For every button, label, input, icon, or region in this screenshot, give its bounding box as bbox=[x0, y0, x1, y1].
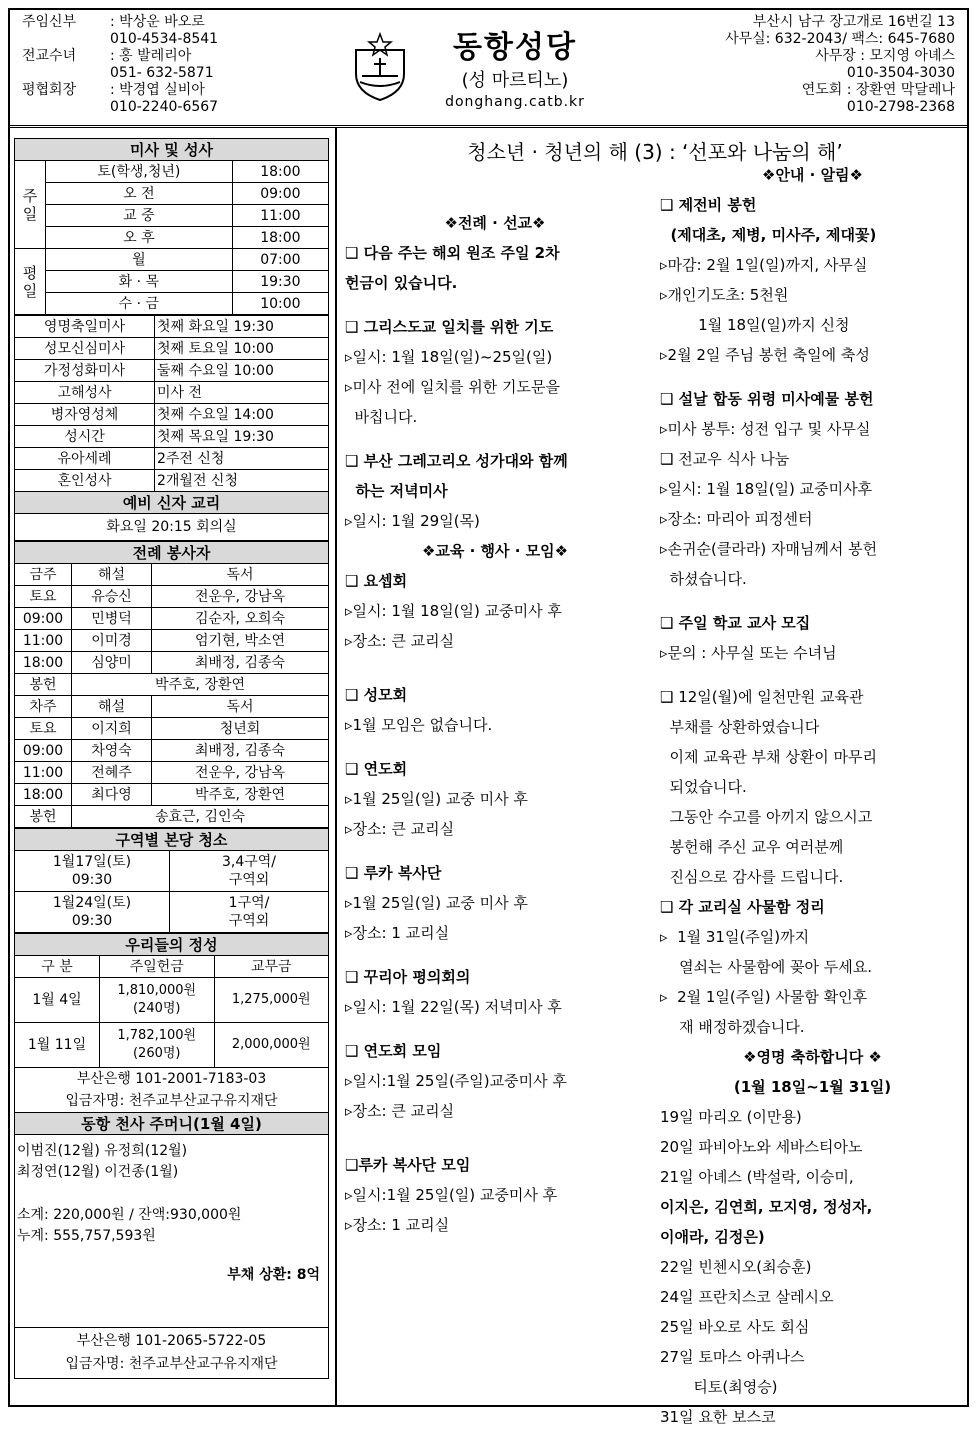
server-commentator: 이지희 bbox=[72, 718, 152, 740]
server-readers: 최배정, 김종숙 bbox=[152, 652, 329, 674]
office-contacts bbox=[725, 14, 955, 116]
notice-line: ▹손귀순(클라라) 자매님께서 봉헌 bbox=[660, 540, 878, 558]
angel-title: 동항 천사 주머니(1월 4일) bbox=[15, 1113, 329, 1135]
notice-heading: ❑ 각 교리실 사물함 정리 bbox=[660, 898, 825, 916]
notice-line: 24일 프란치스코 살레시오 bbox=[660, 1288, 834, 1306]
notice-line: ▹일시: 1월 18일(일) 교중미사후 bbox=[660, 480, 873, 498]
funeral-society-phone: 010-2798-2368 bbox=[846, 99, 955, 115]
notice-line: ▹ 2월 1일(주일) 사물함 확인후 bbox=[660, 988, 868, 1006]
sacrament-time: 첫째 화요일 19:30 bbox=[155, 316, 329, 338]
notice-heading: ❑ 루카 복사단 bbox=[345, 864, 442, 882]
sacrament-name: 영명축일미사 bbox=[15, 316, 155, 338]
mass-time: 19:30 bbox=[232, 271, 328, 293]
server-time: 18:00 bbox=[15, 652, 72, 674]
sacrament-time: 2주전 신청 bbox=[155, 448, 329, 470]
notice-line: 21일 아녜스 (박설락, 이승미, bbox=[660, 1168, 854, 1186]
notice-line: ▹장소: 큰 교리실 bbox=[345, 632, 455, 650]
server-commentator: 최다영 bbox=[72, 784, 152, 806]
parish-title: 동항성당 bbox=[453, 30, 577, 65]
liturgy-column bbox=[345, 160, 645, 1240]
angel-donors: 최정연(12월) 이건종(1월) bbox=[17, 1164, 179, 1180]
notice-heading: ❑ 제전비 봉헌 bbox=[660, 196, 757, 214]
notice-line: 이제 교육관 부채 상환이 마무리 bbox=[660, 748, 877, 766]
sacrament-time: 미사 전 bbox=[155, 382, 329, 404]
notice-heading: ❑ 연도회 모임 bbox=[345, 1042, 442, 1060]
mass-time: 11:00 bbox=[232, 205, 328, 227]
notice-line: ▹1월 모임은 없습니다. bbox=[345, 716, 493, 734]
notice-heading: 하는 저녁미사 bbox=[345, 482, 448, 500]
staff-value: 010-2240-6567 bbox=[110, 99, 219, 115]
notice-heading: ❑ 꾸리아 평의회의 bbox=[345, 968, 471, 986]
spacer bbox=[345, 740, 645, 754]
servers-head: 금주 bbox=[15, 564, 72, 586]
offering-table bbox=[14, 933, 329, 1379]
server-time: 11:00 bbox=[15, 630, 72, 652]
spacer bbox=[345, 656, 645, 680]
server-readers: 박주호, 장환연 bbox=[152, 784, 329, 806]
notice-line: 부채를 상환하였습니다 bbox=[660, 718, 820, 736]
notice-line: 열쇠는 사물함에 꽂아 두세요. bbox=[660, 958, 873, 976]
notice-line: ▹장소: 큰 교리실 bbox=[345, 820, 455, 838]
offering-sunday: 1,782,100원 (260명) bbox=[100, 1023, 215, 1068]
cleaning-date: 1월24일(토) 09:30 bbox=[15, 892, 170, 933]
notice-line: 그동안 수고를 아끼지 않으시고 bbox=[660, 808, 873, 826]
notice-line: ▹일시: 1월 18일(일)~25일(일) bbox=[345, 348, 553, 366]
section-heading: ❖안내 · 알림❖ bbox=[762, 166, 863, 184]
parish-identity bbox=[350, 22, 610, 122]
mass-day: 오 전 bbox=[46, 183, 233, 205]
server-commentator: 전혜주 bbox=[72, 762, 152, 784]
mass-time: 07:00 bbox=[232, 249, 328, 271]
notice-line: ❑ 12일(월)에 일천만원 교육관 bbox=[660, 688, 864, 706]
servers-head: 해설 bbox=[72, 564, 152, 586]
servers-head: 독서 bbox=[152, 696, 329, 718]
sacrament-name: 병자영성체 bbox=[15, 404, 155, 426]
server-time: 09:00 bbox=[15, 608, 72, 630]
notice-heading: ❑루카 복사단 모임 bbox=[345, 1156, 471, 1174]
offertory-names: 송효근, 김인숙 bbox=[72, 806, 329, 828]
funeral-society: 연도회 : 장환연 막달레나 bbox=[801, 82, 955, 98]
servers-head: 독서 bbox=[152, 564, 329, 586]
account-holder: 입금자명: 천주교부산교구유지재단 bbox=[65, 1356, 278, 1372]
notice-line: 재 배정하겠습니다. bbox=[660, 1018, 805, 1036]
sacrament-time: 첫째 수요일 14:00 bbox=[155, 404, 329, 426]
cleaning-area: 1구역/ 구역외 bbox=[170, 892, 329, 933]
notice-heading: ❑ 주일 학교 교사 모집 bbox=[660, 614, 811, 632]
server-time: 11:00 bbox=[15, 762, 72, 784]
spacer bbox=[345, 1022, 645, 1036]
notice-heading: ❑ 요셉회 bbox=[345, 572, 408, 590]
section-heading: ❖교육 · 행사 · 모임❖ bbox=[421, 542, 569, 560]
notice-line: 25일 바오로 사도 회심 bbox=[660, 1318, 810, 1336]
sacrament-name: 성시간 bbox=[15, 426, 155, 448]
staff-contacts bbox=[22, 14, 218, 116]
spacer bbox=[345, 298, 645, 312]
notice-line: 20일 파비아노와 세바스티아노 bbox=[660, 1138, 863, 1156]
server-commentator: 이미경 bbox=[72, 630, 152, 652]
catechism-title: 예비 신자 교리 bbox=[15, 492, 329, 514]
spacer bbox=[345, 184, 645, 208]
sacrament-name: 유아세례 bbox=[15, 448, 155, 470]
notice-line: 되었습니다. bbox=[660, 778, 747, 796]
server-commentator: 심양미 bbox=[72, 652, 152, 674]
cleaning-title: 구역별 본당 청소 bbox=[15, 829, 329, 851]
sacrament-time: 첫째 목요일 19:30 bbox=[155, 426, 329, 448]
notice-line: ▹ 1월 31일(주일)까지 bbox=[660, 928, 810, 946]
main-title: 청소년 · 청년의 해 (3) : ‘선포와 나눔의 해’ bbox=[467, 140, 843, 164]
cleaning-area: 3,4구역/ 구역외 bbox=[170, 851, 329, 892]
staff-value: 051- 632-5871 bbox=[110, 65, 214, 81]
notice-line: 22일 빈첸시오(최승훈) bbox=[660, 1258, 812, 1276]
bulletin-frame bbox=[8, 8, 969, 1426]
offering-head: 주일헌금 bbox=[100, 956, 215, 978]
mass-time: 18:00 bbox=[232, 227, 328, 249]
notice-line: ▹2월 2일 주님 봉헌 축일에 축성 bbox=[660, 346, 870, 364]
offertory-label: 봉헌 bbox=[15, 806, 72, 828]
servers-head: 차주 bbox=[15, 696, 72, 718]
servers-title: 전례 봉사자 bbox=[15, 542, 329, 564]
notice-line: ▹미사 봉투: 성전 입구 및 사무실 bbox=[660, 420, 871, 438]
notice-line: ▹미사 전에 일치를 위한 기도문을 bbox=[345, 378, 560, 396]
notice-line: ▹일시: 1월 18일(일) 교중미사 후 bbox=[345, 602, 562, 620]
offering-dues: 1,275,000원 bbox=[214, 978, 329, 1023]
debt-repayment: 부채 상환: 8억 bbox=[227, 1267, 320, 1283]
offering-dues: 2,000,000원 bbox=[214, 1023, 329, 1068]
parish-emblem-icon bbox=[350, 32, 410, 102]
notice-heading: (제대초, 제병, 미사주, 제대꽃) bbox=[660, 226, 877, 244]
mass-day: 오 후 bbox=[46, 227, 233, 249]
office-manager-phone: 010-3504-3030 bbox=[846, 65, 955, 81]
notice-line: ▹1월 25일(일) 교중 미사 후 bbox=[345, 790, 528, 808]
mass-section-title: 미사 및 성사 bbox=[15, 139, 329, 161]
sacrament-name: 성모신심미사 bbox=[15, 338, 155, 360]
offertory-names: 박주호, 장환연 bbox=[72, 674, 329, 696]
notice-line: ▹일시:1월 25일(주일)교중미사 후 bbox=[345, 1072, 567, 1090]
notice-line: 진심으로 감사를 드립니다. bbox=[660, 868, 844, 886]
mass-day: 화 · 목 bbox=[46, 271, 233, 293]
sacrament-name: 가정성화미사 bbox=[15, 360, 155, 382]
server-readers: 최배정, 김종숙 bbox=[152, 740, 329, 762]
servers-head: 해설 bbox=[72, 696, 152, 718]
offering-date: 1월 4일 bbox=[15, 978, 100, 1023]
server-commentator: 차영숙 bbox=[72, 740, 152, 762]
spacer bbox=[345, 948, 645, 962]
schedule-table bbox=[14, 138, 329, 315]
offering-head: 구 분 bbox=[15, 956, 100, 978]
staff-label: 주임신부 bbox=[22, 14, 77, 30]
notice-line: ❑ 전교우 식사 나눔 bbox=[660, 450, 790, 468]
notice-line: 31일 요한 보스코 bbox=[660, 1408, 776, 1426]
staff-label: 평협회장 bbox=[22, 82, 77, 98]
cleaning-date: 1월17일(토) 09:30 bbox=[15, 851, 170, 892]
spacer bbox=[345, 160, 645, 184]
server-time: 토요 bbox=[15, 586, 72, 608]
header bbox=[10, 10, 967, 128]
servers-table bbox=[14, 541, 329, 828]
mass-time: 18:00 bbox=[232, 161, 328, 183]
offertory-label: 봉헌 bbox=[15, 674, 72, 696]
server-commentator: 유승신 bbox=[72, 586, 152, 608]
notice-column bbox=[660, 160, 965, 1432]
staff-label: 전교수녀 bbox=[22, 48, 77, 64]
notice-line: ▹장소: 큰 교리실 bbox=[345, 1102, 455, 1120]
server-time: 09:00 bbox=[15, 740, 72, 762]
angel-subtotal: 소계: 220,000원 / 잔액:930,000원 bbox=[17, 1207, 242, 1223]
notice-line: ▹개인기도초: 5천원 bbox=[660, 286, 789, 304]
staff-value: 010-4534-8541 bbox=[110, 31, 219, 47]
notice-heading: 이지은, 김연희, 모지영, 정성자, bbox=[660, 1198, 873, 1216]
mass-time: 10:00 bbox=[232, 293, 328, 315]
sunday-label: 주일 bbox=[15, 161, 46, 249]
sacrament-name: 혼인성사 bbox=[15, 470, 155, 492]
parish-website: donghang.catb.kr bbox=[445, 94, 585, 110]
spacer bbox=[660, 668, 965, 682]
mass-day: 수 · 금 bbox=[46, 293, 233, 315]
spacer bbox=[345, 1126, 645, 1150]
office-manager: 사무장 : 모지영 아녜스 bbox=[815, 48, 955, 64]
bank-account: 부산은행 101-2065-5722-05 bbox=[76, 1333, 267, 1349]
server-commentator: 민병덕 bbox=[72, 608, 152, 630]
offering-date: 1월 11일 bbox=[15, 1023, 100, 1068]
notice-line: ▹일시:1월 25일(일) 교중미사 후 bbox=[345, 1186, 558, 1204]
notice-line: ▹문의 : 사무실 또는 수녀님 bbox=[660, 644, 837, 662]
section-heading: ❖영명 축하합니다 ❖ bbox=[743, 1048, 882, 1066]
notice-heading: ❑ 설날 합동 위령 미사예물 봉헌 bbox=[660, 390, 874, 408]
notice-heading: ❑ 부산 그레고리오 성가대와 함께 bbox=[345, 452, 568, 470]
mass-day: 토(학생,청년) bbox=[46, 161, 233, 183]
notice-line: ▹일시: 1월 29일(목) bbox=[345, 512, 480, 530]
notice-heading: ❑ 연도회 bbox=[345, 760, 408, 778]
notice-line: 하셨습니다. bbox=[660, 570, 747, 588]
notice-line: ▹일시: 1월 22일(목) 저녁미사 후 bbox=[345, 998, 562, 1016]
notice-line: 1월 18일(일)까지 신청 bbox=[660, 316, 850, 334]
offering-head: 교무금 bbox=[214, 956, 329, 978]
sacrament-time: 2개월전 신청 bbox=[155, 470, 329, 492]
server-readers: 전운우, 강남옥 bbox=[152, 586, 329, 608]
spacer bbox=[345, 844, 645, 858]
address: 부산시 남구 장고개로 16번길 13 bbox=[752, 14, 955, 30]
weekday-label: 평일 bbox=[15, 249, 46, 315]
angel-donors: 이범진(12월) 유정희(12월) bbox=[17, 1143, 188, 1159]
staff-value: : 홍 발레리아 bbox=[110, 48, 192, 64]
notice-line: 티토(최영승) bbox=[660, 1378, 778, 1396]
notice-line: 봉헌해 주신 교우 여러분께 bbox=[660, 838, 844, 856]
notice-line: 27일 토마스 아퀴나스 bbox=[660, 1348, 805, 1366]
server-readers: 엄기현, 박소연 bbox=[152, 630, 329, 652]
notice-line: 바칩니다. bbox=[345, 408, 418, 426]
server-time: 토요 bbox=[15, 718, 72, 740]
section-heading: ❖전례 · 선교❖ bbox=[444, 214, 546, 232]
notice-heading: ❑ 성모회 bbox=[345, 686, 408, 704]
offering-sunday: 1,810,000원 (240명) bbox=[100, 978, 215, 1023]
account-holder: 입금자명: 천주교부산교구유지재단 bbox=[65, 1093, 278, 1109]
spacer bbox=[345, 432, 645, 446]
date-range: (1월 18일~1월 31일) bbox=[733, 1078, 892, 1096]
sacrament-time: 첫째 토요일 10:00 bbox=[155, 338, 329, 360]
offering-title: 우리들의 정성 bbox=[15, 934, 329, 956]
notice-line: ▹장소: 1 교리실 bbox=[345, 924, 450, 942]
notice-heading: 이애라, 김정은) bbox=[660, 1228, 765, 1246]
angel-total: 누계: 555,757,593원 bbox=[17, 1228, 156, 1244]
staff-value: : 박경엽 실비아 bbox=[110, 82, 205, 98]
server-readers: 전운우, 강남옥 bbox=[152, 762, 329, 784]
cleaning-table bbox=[14, 828, 329, 933]
catechism-text: 화요일 20:15 회의실 bbox=[15, 514, 329, 541]
notice-line: ▹장소: 1 교리실 bbox=[345, 1216, 450, 1234]
column-divider bbox=[335, 128, 337, 1406]
bank-account: 부산은행 101-2001-7183-03 bbox=[76, 1071, 267, 1087]
notice-line: ▹마감: 2월 1일(일)까지, 사무실 bbox=[660, 256, 868, 274]
sacrament-name: 고해성사 bbox=[15, 382, 155, 404]
server-readers: 김순자, 오희숙 bbox=[152, 608, 329, 630]
server-readers: 청년회 bbox=[152, 718, 329, 740]
notice-heading: 헌금이 있습니다. bbox=[345, 274, 458, 292]
parish-patron: (성 마르티노) bbox=[461, 70, 569, 91]
notice-line: ▹1월 25일(일) 교중 미사 후 bbox=[345, 894, 528, 912]
mass-day: 교 중 bbox=[46, 205, 233, 227]
spacer bbox=[660, 594, 965, 608]
notice-heading: ❑ 다음 주는 해외 원조 주일 2차 bbox=[345, 244, 560, 262]
server-time: 18:00 bbox=[15, 784, 72, 806]
staff-value: : 박상운 바오로 bbox=[110, 14, 205, 30]
notice-heading: ❑ 그리스도교 일치를 위한 기도 bbox=[345, 318, 554, 336]
spacer bbox=[660, 370, 965, 384]
sacrament-table bbox=[14, 315, 329, 541]
office-phone: 사무실: 632-2043/ 팩스: 645-7680 bbox=[725, 31, 955, 47]
sacrament-time: 둘째 수요일 10:00 bbox=[155, 360, 329, 382]
mass-time: 09:00 bbox=[232, 183, 328, 205]
notice-line: 19일 마리오 (이만용) bbox=[660, 1108, 802, 1126]
mass-day: 월 bbox=[46, 249, 233, 271]
left-column bbox=[14, 138, 329, 1379]
notice-line: ▹장소: 마리아 피정센터 bbox=[660, 510, 813, 528]
